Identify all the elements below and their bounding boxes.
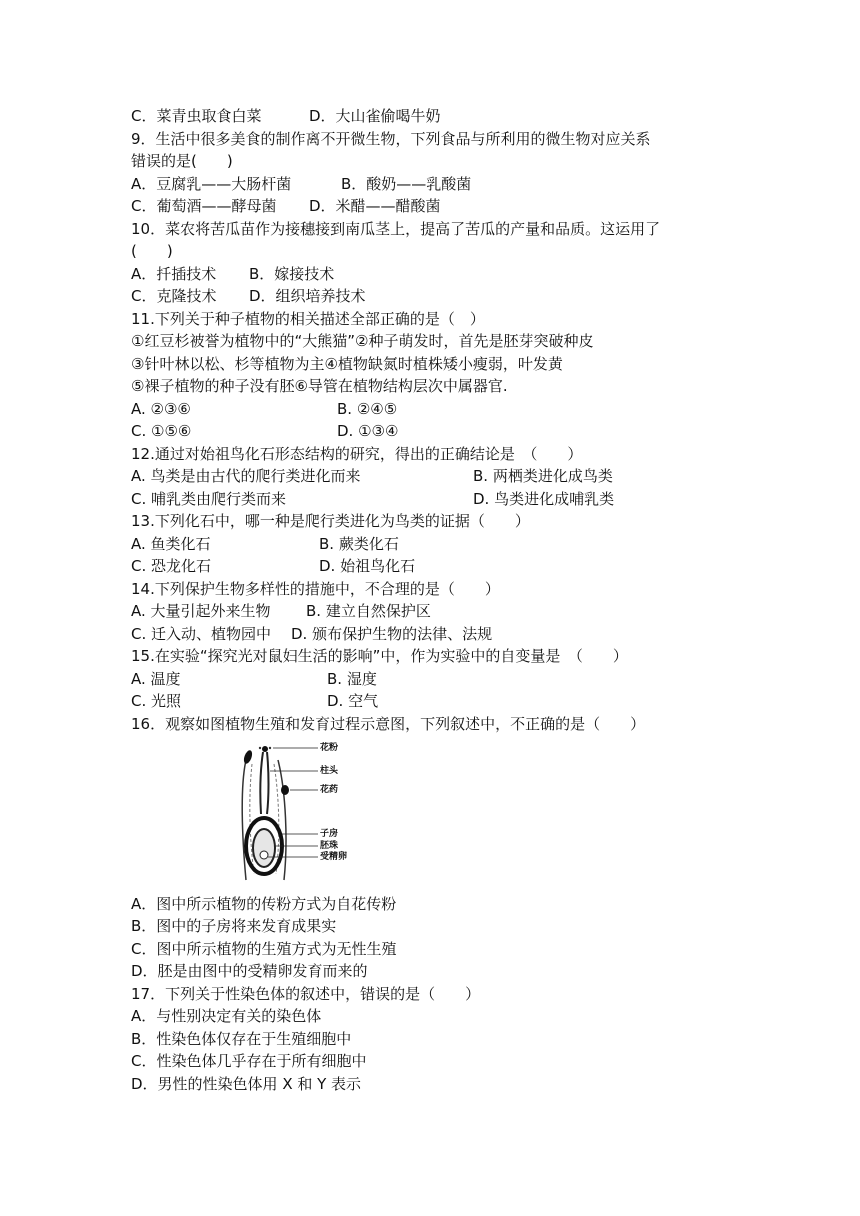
q17-option-a: A．与性别决定有关的染色体 [131,1007,322,1025]
q8-option-d: D．大山雀偷喝牛奶 [309,107,441,125]
q14-stem: 14.下列保护生物多样性的措施中，不合理的是（ ） [131,580,500,598]
label-ovary: 子房 [320,829,339,839]
q13-option-d: D. 始祖鸟化石 [319,557,416,575]
q10-stem-line1: 10．菜农将苦瓜苗作为接穗接到南瓜茎上，提高了苦瓜的产量和品质。这运用了 [131,220,661,238]
q15-option-c: C. 光照 [131,692,182,710]
q12-option-d: D. 鸟类进化成哺乳类 [473,490,615,508]
q15-stem: 15.在实验“探究光对鼠妇生活的影响”中，作为实验中的自变量是 （ ） [131,647,628,665]
q16-option-b: B．图中的子房将来发育成果实 [131,917,337,935]
q17-option-c: C．性染色体几乎存在于所有细胞中 [131,1052,367,1070]
q11-statement-1: ①红豆杉被誉为植物中的“大熊猫”②种子萌发时，首先是胚芽突破种皮 [131,332,594,350]
q9-option-a: A．豆腐乳——大肠杆菌 [131,175,292,193]
q16-option-c: C．图中所示植物的生殖方式为无性生殖 [131,940,397,958]
q9-option-c: C．葡萄酒——酵母菌 [131,197,277,215]
q15-option-a: A. 温度 [131,670,181,688]
q11-option-a: A. ②③⑥ [131,400,191,418]
label-anther: 花药 [320,785,339,795]
q17-stem: 17．下列关于性染色体的叙述中，错误的是（ ） [131,985,481,1003]
q10-option-b: B．嫁接技术 [249,265,335,283]
q14-option-d: D. 颁布保护生物的法律、法规 [291,625,493,643]
q16-stem: 16．观察如图植物生殖和发育过程示意图，下列叙述中，不正确的是（ ） [131,715,646,733]
q15-option-b: B. 湿度 [327,670,377,688]
q10-option-a: A．扦插技术 [131,265,217,283]
q11-option-c: C. ①⑤⑥ [131,422,192,440]
q14-option-b: B. 建立自然保护区 [306,602,431,620]
q11-statement-2: ③针叶林以松、杉等植物为主④植物缺氮时植株矮小瘦弱，叶发黄 [131,355,563,373]
q10-option-d: D．组织培养技术 [249,287,366,305]
q13-option-b: B. 蕨类化石 [319,535,399,553]
q11-stem: 11.下列关于种子植物的相关描述全部正确的是（ ） [131,310,485,328]
q15-option-d: D. 空气 [327,692,379,710]
q9-stem-line2: 错误的是( ) [131,152,233,170]
q12-option-a: A. 鸟类是由古代的爬行类进化而来 [131,467,361,485]
q14-option-c: C. 迁入动、植物园中 [131,625,272,643]
q16-option-d: D．胚是由图中的受精卵发育而来的 [131,962,368,980]
q12-option-c: C. 哺乳类由爬行类而来 [131,490,287,508]
q13-option-c: C. 恐龙化石 [131,557,212,575]
flower-pollination-diagram [236,742,356,882]
q8-option-c: C．菜青虫取食白菜 [131,107,262,125]
q12-stem: 12.通过对始祖鸟化石形态结构的研究，得出的正确结论是 （ ） [131,445,583,463]
q12-option-b: B. 两栖类进化成鸟类 [473,467,613,485]
label-ovule: 胚珠 [320,841,339,851]
q17-option-d: D．男性的性染色体用 X 和 Y 表示 [131,1075,362,1093]
q17-option-b: B．性染色体仅存在于生殖细胞中 [131,1030,352,1048]
q13-stem: 13.下列化石中，哪一种是爬行类进化为鸟类的证据（ ） [131,512,530,530]
q11-option-b: B. ②④⑤ [337,400,398,418]
q9-stem-line1: 9．生活中很多美食的制作离不开微生物，下列食品与所利用的微生物对应关系 [131,130,651,148]
q13-option-a: A. 鱼类化石 [131,535,211,553]
q9-option-b: B．酸奶——乳酸菌 [341,175,472,193]
label-stigma: 柱头 [320,766,339,776]
label-pollen: 花粉 [320,743,339,753]
q10-stem-line2: ( ) [131,242,173,260]
q11-statement-3: ⑤裸子植物的种子没有胚⑥导管在植物结构层次中属器官. [131,377,508,395]
q9-option-d: D．米醋——醋酸菌 [309,197,441,215]
q11-option-d: D. ①③④ [337,422,399,440]
q14-option-a: A. 大量引起外来生物 [131,602,271,620]
q10-option-c: C．克隆技术 [131,287,217,305]
label-zygote: 受精卵 [320,852,348,862]
q16-option-a: A．图中所示植物的传粉方式为自花传粉 [131,895,397,913]
